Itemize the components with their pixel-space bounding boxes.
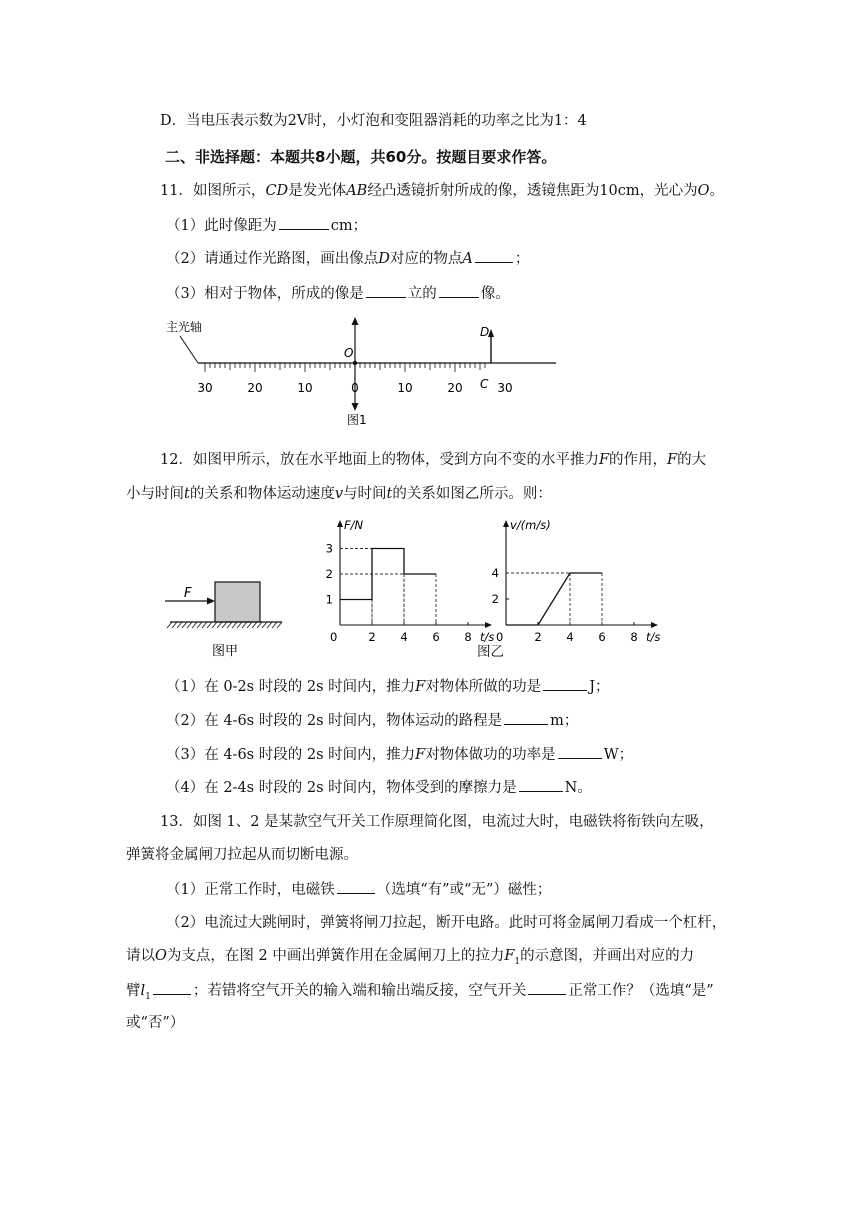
q12-line2: 小与时间t的关系和物体运动速度v与时间t的关系如图乙所示。则：	[126, 486, 552, 502]
hatch-mark	[212, 622, 217, 628]
answer-blank[interactable]	[519, 777, 563, 792]
hatch-mark	[177, 622, 182, 628]
hatch-mark	[252, 622, 257, 628]
y-tick-label: 3	[325, 541, 333, 556]
hatch-mark	[202, 622, 207, 628]
scale-label: 10	[297, 381, 313, 395]
hatch-mark	[207, 622, 212, 628]
scale-label: 30	[497, 381, 513, 395]
hatch-mark	[187, 622, 192, 628]
hatch-mark	[232, 622, 237, 628]
y-axis-label: F/N	[344, 518, 364, 532]
hatch-mark	[222, 622, 227, 628]
answer-blank[interactable]	[337, 879, 375, 894]
block-object	[215, 582, 260, 622]
y-tick-label: 1	[325, 592, 333, 607]
force-label: F	[184, 586, 192, 601]
velocity-time-chart	[484, 516, 661, 644]
section-heading: 二、非选择题：本题共8小题，共60分。按题目要求作答。	[165, 148, 557, 166]
answer-blank[interactable]	[543, 676, 587, 691]
x-axis-arrow	[651, 622, 658, 628]
data-line	[506, 573, 602, 625]
hatch-mark	[167, 622, 172, 628]
x-tick-label: 4	[400, 630, 408, 644]
lens-arrow-bottom	[352, 403, 359, 411]
q13-line1: 13．如图 1、2 是某款空气开关工作原理简化图，电流过大时，电磁铁将衔铁向左吸，	[160, 814, 714, 830]
scale-label: 30	[197, 381, 213, 395]
force-time-chart	[318, 516, 495, 644]
principal-axis-label: 主光轴	[166, 320, 203, 334]
hatch-mark	[272, 622, 277, 628]
answer-blank[interactable]	[153, 980, 191, 995]
q12-part3: （3）在 4-6s 时段的 2s 时间内，推力F对物体做功的功率是 W；	[166, 744, 633, 765]
q12-part1: （1）在 0-2s 时段的 2s 时间内，推力F对物体所做的功是 J；	[166, 676, 610, 697]
scale-labels	[197, 381, 512, 395]
hatch-mark	[242, 622, 247, 628]
answer-blank[interactable]	[475, 248, 513, 263]
hatch-mark	[172, 622, 177, 628]
x-tick-label: 6	[598, 630, 606, 644]
hatch-mark	[237, 622, 242, 628]
origin-label: 0	[330, 630, 338, 644]
hatch-mark	[182, 622, 187, 628]
hatch-mark	[267, 622, 272, 628]
q11-part2: （2）请通过作光路图，画出像点D对应的物点A ；	[166, 248, 529, 269]
hatch-mark	[197, 622, 202, 628]
q13-part2-line1: （2）电流过大跳闸时，弹簧将闸刀拉起，断开电路。此时可将金属闸刀看成一个杠杆，	[166, 915, 727, 931]
scale-ticks	[205, 363, 485, 372]
q12-part4: （4）在 2-4s 时段的 2s 时间内，物体受到的摩擦力是 N。	[166, 777, 592, 798]
push-force-arrow-head	[207, 598, 215, 605]
x-tick-label: 4	[566, 630, 574, 644]
scale-label: 0	[351, 381, 359, 395]
x-axis-label: t/s	[480, 630, 495, 644]
q13-part2-line4: 或“否”）	[126, 1015, 185, 1031]
figure-jia	[160, 570, 290, 665]
scale-label: 10	[397, 381, 413, 395]
hatch-mark	[262, 622, 267, 628]
hatch-mark	[217, 622, 222, 628]
q12-line1: 12．如图甲所示，放在水平地面上的物体，受到方向不变的水平推力F的作用，F的大	[160, 452, 707, 468]
y-axis-arrow	[337, 520, 343, 527]
origin-label: 0	[496, 630, 504, 644]
figure1-caption: 图1	[347, 413, 367, 427]
q13-part2-line3: 臂$l_1$ ；若错将空气开关的输入端和输出端反接，空气开关 正常工作？（选填“是”	[126, 980, 714, 1007]
scale-label: 20	[447, 381, 463, 395]
q10-option-d: D．当电压表示数为2V时，小灯泡和变阻器消耗的功率之比为1：4	[160, 113, 587, 129]
q11-stem: 11．如图所示，CD是发光体AB经凸透镜折射所成的像，透镜焦距为10cm，光心为O。	[160, 183, 725, 199]
hatch-mark	[227, 622, 232, 628]
answer-blank[interactable]	[439, 283, 479, 298]
answer-blank[interactable]	[528, 980, 566, 995]
lens-arrow-top	[352, 317, 359, 325]
x-axis-label: t/s	[646, 630, 661, 644]
axis-label-leader	[180, 336, 198, 363]
y-axis-arrow	[503, 520, 509, 527]
figure-yi-caption: 图乙	[477, 644, 504, 660]
y-tick-label: 4	[491, 566, 499, 580]
lens-figure	[150, 312, 570, 432]
x-tick-label: 8	[464, 630, 472, 644]
y-tick-label: 2	[491, 592, 499, 606]
hatch-mark	[247, 622, 252, 628]
hatch-mark	[257, 622, 262, 628]
label-D: D	[480, 325, 490, 339]
optical-center-dot	[353, 361, 357, 365]
q13-line2: 弹簧将金属闸刀拉起从而切断电源。	[126, 847, 358, 863]
answer-blank[interactable]	[504, 710, 548, 725]
scale-label: 20	[247, 381, 263, 395]
q12-part2: （2）在 4-6s 时段的 2s 时间内，物体运动的路程是 m；	[166, 710, 578, 731]
answer-blank[interactable]	[279, 215, 329, 230]
q11-part3: （3）相对于物体，所成的像是 立的 像。	[166, 283, 510, 304]
q11-part1: （1）此时像距为 cm；	[166, 215, 367, 236]
label-C: C	[480, 377, 489, 391]
hatch-mark	[192, 622, 197, 628]
hatch-mark	[277, 622, 282, 628]
q13-part1: （1）正常工作时，电磁铁 （选填“有”或“无”）磁性；	[166, 879, 551, 900]
q13-part2-line2: 请以O为支点，在图 2 中画出弹簧作用在金属闸刀上的拉力$F_1$的示意图，并画出对应的力	[126, 948, 695, 967]
x-tick-label: 6	[432, 630, 440, 644]
answer-blank[interactable]	[558, 744, 602, 759]
x-tick-label: 2	[368, 630, 376, 644]
y-tick-label: 2	[325, 567, 333, 581]
y-axis-label: v/(m/s)	[510, 518, 551, 532]
x-tick-label: 2	[534, 630, 542, 644]
x-tick-label: 8	[630, 630, 638, 644]
label-O: O	[344, 346, 354, 360]
ground-hatching	[167, 622, 282, 628]
answer-blank[interactable]	[366, 283, 406, 298]
figure-jia-caption: 图甲	[212, 644, 239, 659]
